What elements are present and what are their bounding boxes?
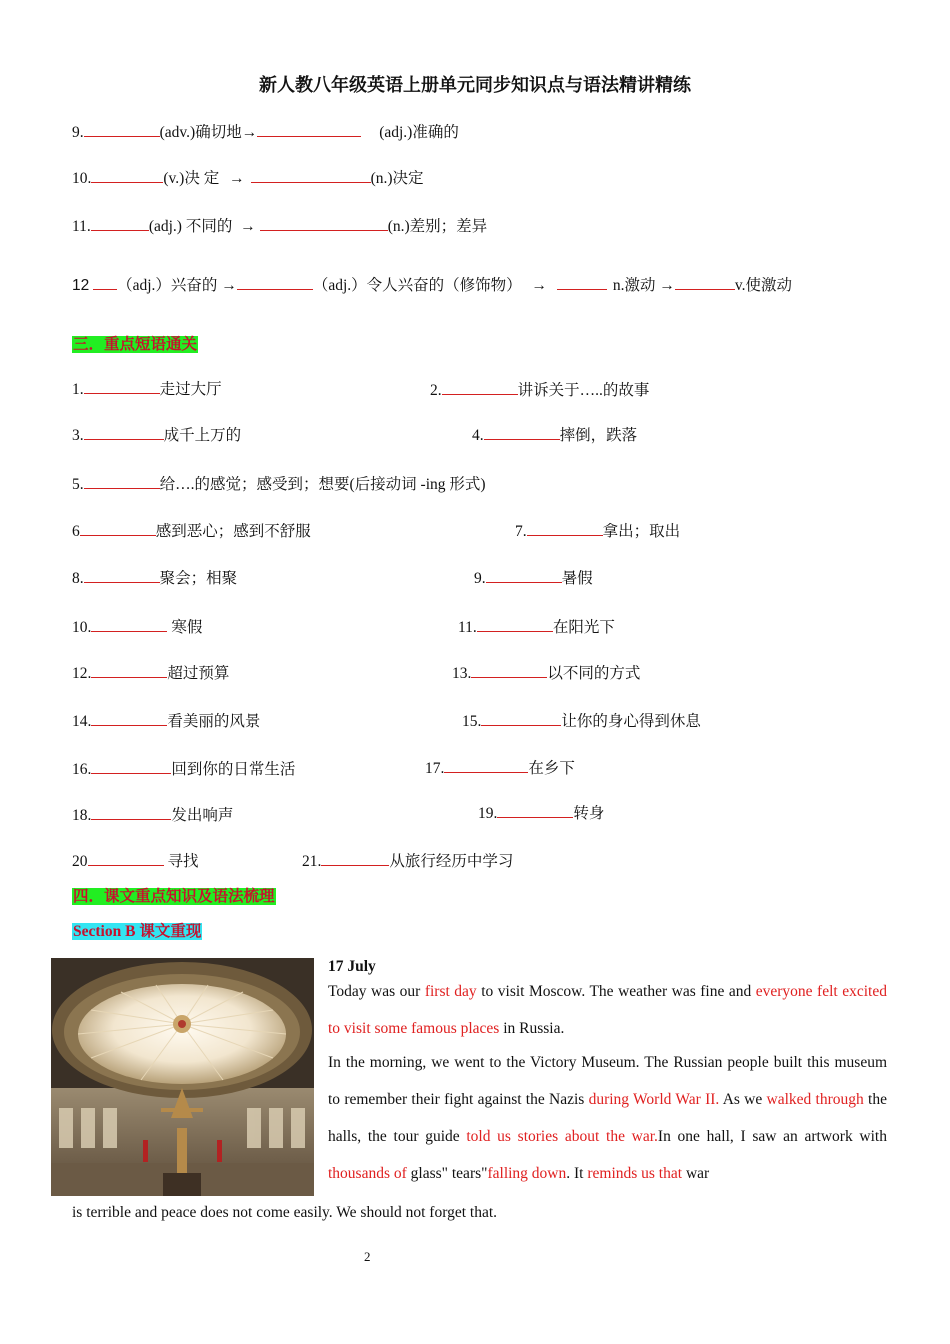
item-text: (v.)决 定 [163, 170, 220, 187]
phrase-item-3 [72, 425, 241, 446]
item-text: 暑假 [561, 570, 593, 587]
answer-blank[interactable] [91, 759, 171, 774]
item-text: (n.)差别；差异 [387, 218, 488, 235]
phrase-item-15 [462, 711, 701, 732]
passage-text: glass" tears" [406, 1165, 488, 1182]
passage-text: the halls, the tour guide [328, 1091, 887, 1145]
passage-key-phrase: everyone felt excited to visit some famous places [328, 983, 887, 1037]
item-text: 寒假 [171, 619, 203, 636]
answer-blank[interactable] [444, 758, 528, 773]
phrase-item-1 [72, 379, 222, 400]
heading-text [72, 923, 202, 940]
item-text: n.激动 [612, 277, 656, 294]
item-text: 拿出；取出 [602, 523, 681, 540]
arrow-icon: → [241, 124, 258, 141]
museum-hall-image [51, 958, 314, 1196]
item-text: (adj.)准确的 [379, 124, 459, 141]
item-text: 回到你的日常生活 [171, 761, 296, 778]
item-number: 20 [72, 853, 88, 870]
item-text: 超过预算 [167, 665, 230, 682]
item-number: 18. [72, 807, 92, 824]
item-text: (n.)决定 [370, 170, 424, 187]
answer-blank[interactable] [477, 617, 553, 632]
page-title: 新人教八年级英语上册单元同步知识点与语法精讲精练 [259, 75, 691, 95]
phrase-item-19 [478, 803, 604, 824]
answer-blank[interactable] [442, 380, 518, 395]
word-form-item-12 [72, 275, 792, 296]
item-number: 14. [72, 713, 92, 730]
section-heading-grammar [72, 887, 276, 907]
item-text: (adj.) 不同的 [148, 218, 233, 235]
answer-blank[interactable] [321, 851, 389, 866]
passage-key-phrase: during World War II. [588, 1091, 720, 1108]
answer-blank[interactable] [481, 711, 561, 726]
answer-blank[interactable] [486, 568, 562, 583]
answer-blank[interactable] [91, 805, 171, 820]
item-number: 7. [515, 523, 527, 540]
item-text: 让你的身心得到休息 [561, 713, 701, 730]
item-number: 19. [478, 805, 498, 822]
answer-blank[interactable] [84, 568, 160, 583]
heading-text: 三．重点短语通关 [73, 336, 198, 353]
word-form-item-10 [72, 168, 424, 189]
phrase-item-8 [72, 568, 237, 589]
page-number: 2 [364, 1249, 371, 1264]
word-form-item-11 [72, 216, 487, 237]
item-text: 在阳光下 [552, 619, 615, 636]
phrase-item-17 [425, 758, 575, 779]
answer-blank[interactable] [91, 216, 149, 231]
passage-text: In the morning, we went to the Victory Museum. The Russian people built this museum to remember their fight against the Nazis [328, 1054, 887, 1108]
item-number: 3. [72, 427, 84, 444]
arrow-icon: → [659, 277, 675, 294]
item-text: 在乡下 [528, 760, 575, 777]
passage-text: In one hall, I saw an artwork with [657, 1128, 887, 1145]
item-text: 看美丽的风景 [167, 713, 261, 730]
answer-blank[interactable] [93, 275, 117, 290]
answer-blank[interactable] [84, 122, 160, 137]
phrase-item-6 [72, 521, 311, 542]
heading-text: 四．课文重点知识及语法梳理 [73, 888, 275, 905]
item-text: （adj.）令人兴奋的（修饰物） [312, 277, 522, 294]
passage-key-phrase: first day [424, 983, 477, 1000]
item-number: 13. [452, 665, 472, 682]
answer-blank[interactable] [88, 851, 164, 866]
passage-text: As we [719, 1091, 767, 1108]
answer-blank[interactable] [484, 425, 560, 440]
heading-part: 课文重现 [139, 923, 202, 940]
item-text: 聚会；相聚 [159, 570, 238, 587]
answer-blank[interactable] [91, 617, 167, 632]
item-number: 12 [72, 277, 90, 294]
passage-paragraph-1 [328, 973, 887, 1047]
answer-blank[interactable] [557, 275, 607, 290]
phrase-item-4 [472, 425, 637, 446]
item-number: 17. [425, 760, 445, 777]
item-number: 6 [72, 523, 80, 540]
item-number: 16. [72, 761, 92, 778]
item-number: 2. [430, 382, 442, 399]
item-text: 成千上万的 [163, 427, 242, 444]
item-text: 转身 [573, 805, 605, 822]
arrow-icon: → [221, 277, 237, 294]
phrase-item-2 [430, 380, 649, 401]
phrase-item-9 [474, 568, 593, 589]
answer-blank[interactable] [80, 521, 156, 536]
passage-text: war [682, 1165, 710, 1182]
item-number: 8. [72, 570, 84, 587]
item-text: v.使激动 [734, 277, 793, 294]
phrase-item-11 [458, 617, 615, 638]
passage-key-phrase: reminds us that [587, 1165, 683, 1182]
item-text: 以不同的方式 [547, 665, 641, 682]
section-b-heading [72, 922, 202, 942]
item-number: 4. [472, 427, 484, 444]
item-number: 1. [72, 381, 84, 398]
passage-paragraph-3: is terrible and peace does not come easily. We should not forget that. [72, 1204, 498, 1221]
answer-blank[interactable] [84, 425, 164, 440]
answer-blank[interactable] [257, 122, 361, 137]
phrase-item-16 [72, 759, 295, 780]
answer-blank[interactable] [84, 474, 160, 489]
answer-blank[interactable] [675, 275, 735, 290]
passage-text: in Russia. [499, 1020, 565, 1037]
phrase-item-20 [72, 851, 199, 872]
answer-blank[interactable] [497, 803, 573, 818]
item-text: 走过大厅 [159, 381, 222, 398]
phrase-item-13 [452, 663, 640, 684]
item-text: 发出响声 [171, 807, 234, 824]
passage-key-phrase: told us stories about the war. [466, 1128, 658, 1145]
phrase-item-12 [72, 663, 229, 684]
arrow-icon: → [531, 277, 547, 294]
phrase-item-5 [72, 474, 486, 495]
item-text: 从旅行经历中学习 [389, 853, 514, 870]
answer-blank[interactable] [471, 663, 547, 678]
section-heading-phrases [72, 335, 198, 355]
passage-paragraph-2 [328, 1044, 887, 1192]
item-text: 讲诉关于…..的故事 [517, 382, 650, 399]
word-form-item-9 [72, 122, 459, 143]
item-text: (adv.)确切地 [159, 124, 242, 141]
phrase-item-21 [302, 851, 513, 872]
phrase-item-7 [515, 521, 680, 542]
passage-key-phrase: walked through [766, 1091, 864, 1108]
phrase-item-18 [72, 805, 233, 826]
item-number: 5. [72, 476, 84, 493]
item-number: 12. [72, 665, 92, 682]
passage-key-phrase: thousands of [328, 1165, 407, 1182]
answer-blank[interactable] [260, 216, 388, 231]
arrow-icon: → [240, 218, 256, 235]
item-number: 11. [72, 218, 91, 235]
arrow-icon: → [229, 170, 245, 187]
passage-text: . It [566, 1165, 588, 1182]
passage-text: Today was our [328, 983, 425, 1000]
heading-part: Section B [73, 923, 140, 940]
answer-blank[interactable] [84, 379, 160, 394]
answer-blank[interactable] [251, 168, 371, 183]
item-text: 感到恶心；感到不舒服 [155, 523, 311, 540]
item-text: 寻找 [167, 853, 199, 870]
answer-blank[interactable] [91, 663, 167, 678]
item-text: 摔倒，跌落 [559, 427, 638, 444]
answer-blank[interactable] [91, 168, 163, 183]
answer-blank[interactable] [237, 275, 313, 290]
item-number: 11. [458, 619, 477, 636]
answer-blank[interactable] [91, 711, 167, 726]
passage-date: 17 July [328, 958, 376, 975]
item-number: 10. [72, 619, 92, 636]
passage-key-phrase: falling down [487, 1165, 567, 1182]
passage-text: to visit Moscow. The weather was fine and [476, 983, 756, 1000]
answer-blank[interactable] [527, 521, 603, 536]
item-text: 给….的感觉；感受到；想要(后接动词 -ing 形式) [159, 476, 486, 493]
phrase-item-14 [72, 711, 260, 732]
phrase-item-10 [72, 617, 202, 638]
item-number: 9. [72, 124, 84, 141]
item-number: 9. [474, 570, 486, 587]
item-number: 15. [462, 713, 482, 730]
item-number: 21. [302, 853, 322, 870]
item-text: （adj.）兴奋的 [117, 277, 218, 294]
item-number: 10. [72, 170, 92, 187]
